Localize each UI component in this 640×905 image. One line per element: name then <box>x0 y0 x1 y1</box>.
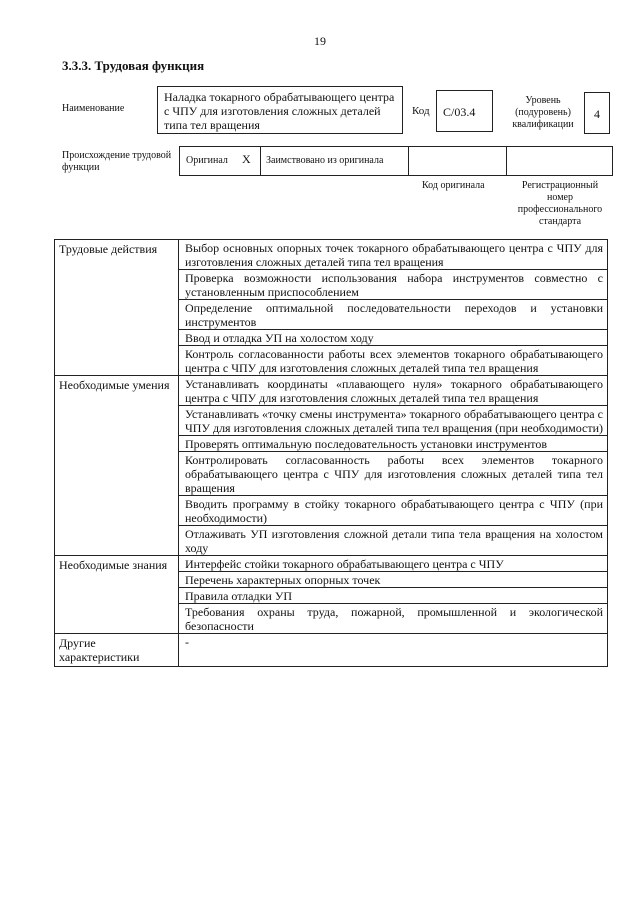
level-box <box>584 92 610 134</box>
list-item: Проверка возможности использования набора инструментов совместно с установленным приспособлением <box>179 270 607 300</box>
section-items <box>179 240 608 376</box>
section-items <box>179 556 608 634</box>
divider <box>408 147 409 175</box>
original-mark: X <box>242 152 251 166</box>
list-item: Контроль согласованности работы всех элементов токарного обрабатывающего центра с ЧПУ для изготовления сложных деталей типа тел вращения <box>185 347 603 375</box>
level-label: Уровень (подуровень) квалификации <box>512 95 574 130</box>
list-item: Вводить программу в стойку токарного обрабатывающего центра с ЧПУ (при необходимости) <box>179 496 607 526</box>
page-number: 19 <box>314 34 326 48</box>
code-original-caption: Код оригинала <box>422 180 485 191</box>
function-name-box <box>157 86 403 134</box>
borrowed-label: Заимствовано из оригинала <box>266 155 384 166</box>
list-item: Перечень характерных опорных точек <box>179 572 607 588</box>
section-title: 3.3.3. Трудовая функция <box>62 58 205 73</box>
section-heading: Трудовые действия <box>55 240 179 376</box>
divider <box>260 147 261 175</box>
divider <box>506 147 507 175</box>
list-item: Устанавливать «точку смены инструмента» токарного обрабатывающего центра с ЧПУ для изготовления сложных деталей типа тел вращения (при необходимости) <box>179 406 607 436</box>
table-row <box>55 376 608 556</box>
list-item: Правила отладки УП <box>179 588 607 604</box>
list-item: Определение оптимальной последовательности переходов и установки инструментов <box>179 300 607 330</box>
level-value: 4 <box>594 107 600 121</box>
code-label: Код <box>412 105 430 117</box>
name-label: Наименование <box>62 103 125 114</box>
list-item: Требования охраны труда, пожарной, промышленной и экологической безопасности <box>185 605 603 633</box>
list-item: Контролировать согласованность работы всех элементов токарного обрабатывающего центра с ЧПУ для изготовления сложных деталей типа тел вращения <box>179 452 607 496</box>
list-item: Отлаживать УП изготовления сложной детали типа тела вращения на холостом ходу <box>185 527 603 555</box>
list-item: Ввод и отладка УП на холостом ходу <box>179 330 607 346</box>
list-item: Проверять оптимальную последовательность установки инструментов <box>179 436 607 452</box>
code-value: C/03.4 <box>443 105 476 119</box>
list-item: Интерфейс стойки токарного обрабатывающего центра с ЧПУ <box>179 556 607 572</box>
original-label: Оригинал <box>186 155 228 166</box>
function-table <box>54 239 608 667</box>
section-items <box>179 634 608 667</box>
origin-label: Происхождение трудовой функции <box>62 150 172 173</box>
origin-row <box>179 146 613 176</box>
table-row <box>55 556 608 634</box>
list-item: Устанавливать координаты «плавающего нуля» токарного обрабатывающего центра с ЧПУ для изготовления сложных деталей типа тел вращения <box>179 376 607 406</box>
function-name: Наладка токарного обрабатывающего центра с ЧПУ для изготовления сложных деталей типа тел вращения <box>164 90 395 132</box>
table-row <box>55 634 608 667</box>
section-items <box>179 376 608 556</box>
section-heading: Необходимые знания <box>55 556 179 634</box>
code-box <box>436 90 493 132</box>
reg-number-caption: Регистрационный номер профессионального стандарта <box>517 180 603 227</box>
section-heading: Необходимые умения <box>55 376 179 556</box>
table-row <box>55 240 608 376</box>
list-item: - <box>185 635 189 649</box>
section-heading: Другие характеристики <box>55 634 179 667</box>
list-item: Выбор основных опорных точек токарного обрабатывающего центра с ЧПУ для изготовления сложных деталей типа тел вращения <box>179 240 607 270</box>
